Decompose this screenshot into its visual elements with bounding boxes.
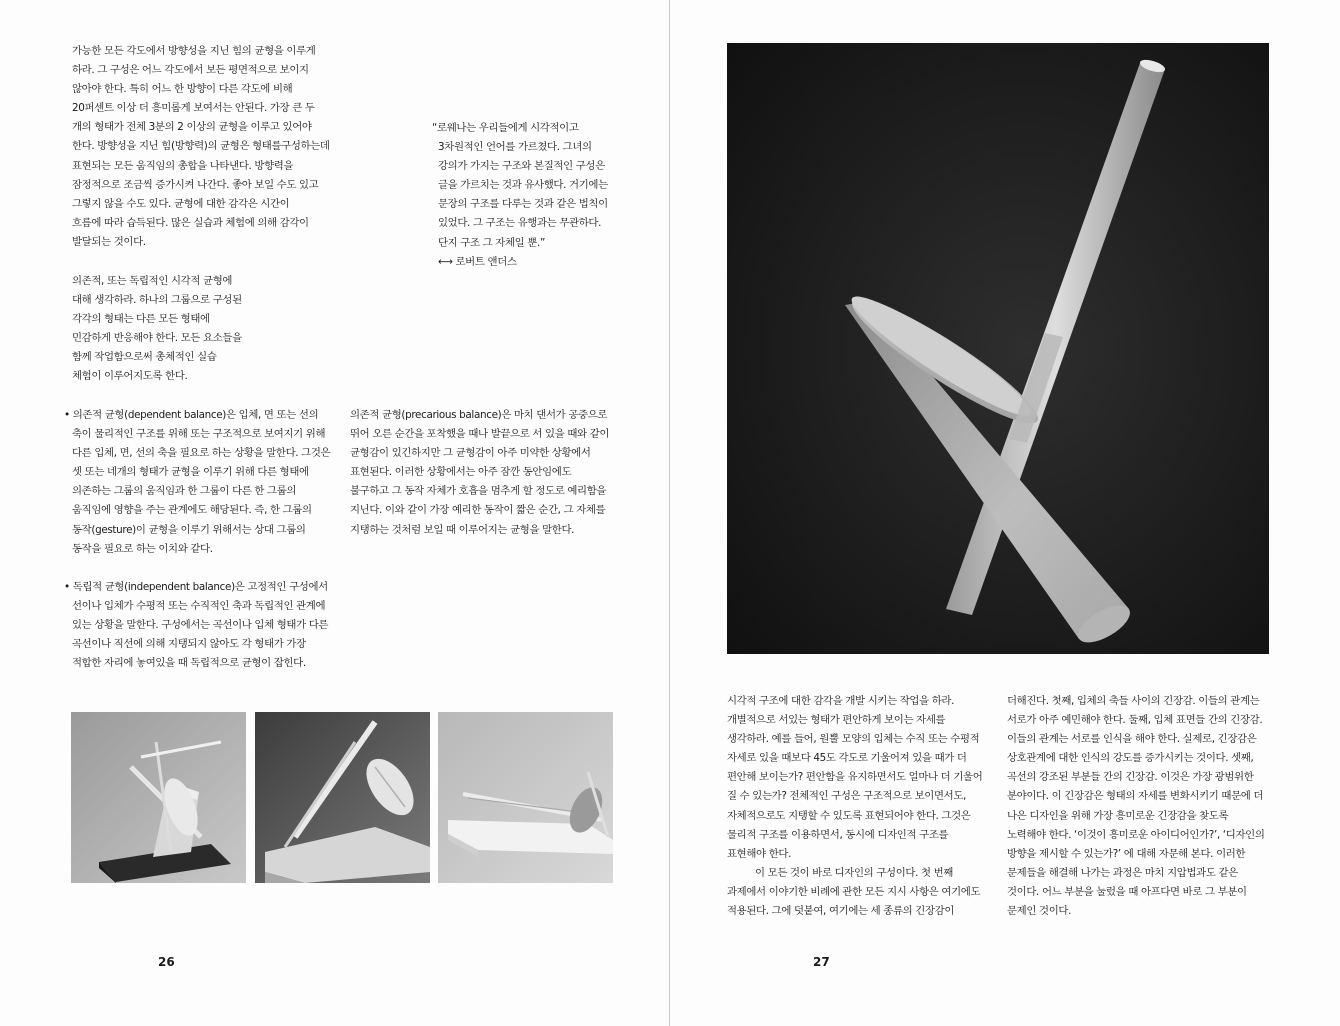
text-line: 다른 입체, 면, 선의 축을 필요로 하는 상황을 말한다. 그것은 [72,447,331,460]
page-number: 26 [158,955,175,969]
text-line: 생각하라. 예를 들어, 원뿔 모양의 입체는 수직 또는 수평적 [727,733,980,746]
text-line: 발달되는 것이다. [72,235,146,248]
text-line: 표현해야 한다. [727,847,792,860]
right-column-1 [727,692,982,921]
text-line: 셋 또는 네개의 형태가 균형을 이루기 위해 다른 형태에 [72,466,309,479]
text-line: 문제인 것이다. [1007,905,1072,918]
text-line: 시각적 구조에 대한 감각을 개발 시키는 작업을 하라. [727,695,955,707]
text-line: 의존하는 그룹의 움직임과 한 그룹이 다른 한 그룹의 [72,485,297,498]
text-line: 의존적 균형(precarious balance)은 마치 댄서가 공중으로 [350,409,608,421]
text-line: 그렇지 않을 수도 있다. 균형에 대한 감각은 시간이 [72,197,290,210]
page-number: 27 [813,955,830,969]
text-line: 한다. 방향성을 지닌 힘(방향력)의 균형은 형태를구성하는데 [72,140,330,153]
text-line: 표현되는 모든 움직임의 총합을 나타낸다. 방향력을 [72,159,294,172]
sculpture-main-photo [727,43,1269,654]
precarious-balance-paragraph [350,406,609,540]
text-line: 표현된다. 이러한 상황에서는 아주 잠깐 동안임에도 [350,466,572,479]
quote-line: 문장의 구조를 다루는 것과 같은 법칙이 [438,198,608,211]
quote-line: “로웨나는 우리들에게 시각적이고 [432,122,579,134]
sculpture-photo-1 [71,712,246,883]
text-line: 흐름에 따라 습득된다. 많은 실습과 체험에 의해 감각이 [72,216,309,229]
text-line: 자체적으로도 지탱할 수 있도록 표현되어야 한다. 그것은 [727,809,971,822]
quote-attribution: ⟷ 로버트 앤더스 [438,255,517,268]
text-line: 곡선의 강조된 부분들 간의 긴장감. 이것은 가장 광범위한 [1007,771,1254,784]
quote-line: 있었다. 그 구조는 유행과는 무관하다. [438,217,602,230]
text-line: 지닌다. 이와 같이 가장 예리한 동작이 짧은 순간, 그 자체를 [350,504,606,517]
text-line: 있는 상황을 말한다. 구성에서는 곡선이나 입체 형태가 다른 [72,619,329,632]
sculpture-photo-2 [255,712,430,883]
quote-line: 강의가 가지는 구조와 본질적인 구성은 [438,160,605,173]
text-line: 동작을 필요로 하는 이치와 같다. [72,542,213,555]
text-line: 뛰어 오른 순간을 포착했을 때나 발끝으로 서 있을 때와 같이 [350,428,610,441]
text-line: 지탱하는 것처럼 보일 때 이루어지는 균형을 말한다. [350,523,575,536]
text-line: 문제들을 해결해 나가는 과정은 마치 지압법과도 같은 [1007,866,1238,879]
text-line: 적합한 자리에 놓여있을 때 독립적으로 균형이 잡힌다. [72,657,306,670]
text-line: 질 수 있는가? 전체적인 구성은 구조적으로 보이면서도, [727,790,966,803]
text-line: • 독립적 균형(independent balance)은 고정적인 구성에서 [64,581,328,593]
text-line: 개의 형태가 전체 3분의 2 이상의 균형을 이루고 있어야 [72,121,312,134]
text-line: 체험이 이루어지도록 한다. [72,370,188,383]
dependent-balance-paragraph [64,406,330,559]
text-line: 노력해야 한다. ‘이것이 흥미로운 아이디어인가?’, ‘디자인의 [1007,828,1265,841]
independent-balance-paragraph [64,578,328,673]
text-line: 분야이다. 이 긴장감은 형태의 자세를 변화시키기 때문에 더 [1007,790,1264,803]
text-line: 것이다. 어느 부분을 눌렀을 때 아프다면 바로 그 부분이 [1007,885,1247,898]
text-line: 하라. 그 구성은 어느 각도에서 보든 평면적으로 보이지 [72,64,309,77]
quote-line: 단지 구조 그 자체일 뿐.” [438,236,545,249]
text-line: 개별적으로 서있는 형태가 편안하게 보이는 자세를 [727,714,946,727]
text-line: 않아야 한다. 특히 어느 한 방향이 다른 각도에 비해 [72,83,293,96]
text-line: 축이 물리적인 구조를 위해 또는 구조적으로 보여지기 위해 [72,428,326,441]
text-line: 움직임에 영향을 주는 관계에도 해당된다. 즉, 한 그룹의 [72,504,312,517]
text-line: 대해 생각하라. 하나의 그룹으로 구성된 [72,294,242,307]
text-line: 이들의 관계는 서로를 인식을 해야 한다. 실제로, 긴장감은 [1007,733,1257,746]
text-line: 선이나 입체가 수평적 또는 수직적인 축과 독립적인 관계에 [72,600,326,613]
sculpture-photo-3 [438,712,613,883]
text-line: 민감하게 반응해야 한다. 모든 요소들을 [72,332,242,345]
text-line: 20퍼센트 이상 더 흥미롭게 보여서는 안된다. 가장 큰 두 [72,102,315,115]
text-line: 불구하고 그 동작 자체가 호흡을 멈추게 할 정도로 예리함을 [350,485,607,498]
right-column-2 [1007,692,1265,921]
text-line: 상호관계에 대한 인식의 강도를 증가시키는 것이다. 셋째, [1007,752,1254,765]
text-line: 과제에서 이야기한 비례에 관한 모든 지시 사항은 여기에도 [727,885,981,898]
text-line: 의존적, 또는 독립적인 시각적 균형에 [72,275,233,287]
text-line: • 의존적 균형(dependent balance)은 입체, 면 또는 선의 [64,409,319,421]
text-line: 편안해 보이는가? 편안함을 유지하면서도 얼마나 더 기울어 [727,771,983,784]
text-line: 자세로 있을 때보다 45도 각도로 기울어져 있을 때가 더 [727,752,967,765]
text-line: 이 모든 것이 바로 디자인의 구성이다. 첫 번째 [755,866,953,879]
text-line: 동작(gesture)이 균형을 이루기 위해서는 상대 그룹의 [72,523,306,536]
quote-line: 글을 가르치는 것과 유사했다. 거기에는 [438,179,608,192]
text-line: 적용된다. 그에 덧붙여, 여기에는 세 종류의 긴장감이 [727,905,955,918]
text-line: 각각의 형태는 다른 모든 형태에 [72,313,210,326]
quote-line: 3차원적인 언어를 가르쳤다. 그녀의 [438,141,592,154]
text-line: 잠정적으로 조금씩 증가시켜 나간다. 좋아 보일 수도 있고 [72,178,319,191]
text-line: 가능한 모든 각도에서 방향성을 지닌 힘의 균형을 이루게 [72,45,316,57]
text-line: 균형감이 있긴하지만 그 균형감이 아주 미약한 상황에서 [350,447,591,460]
text-line: 물리적 구조를 이용하면서, 동시에 디자인적 구조를 [727,828,949,841]
balance-intro-paragraph [72,272,242,387]
text-line: 더해진다. 첫째, 입체의 축들 사이의 긴장감. 이들의 관계는 [1007,695,1260,707]
text-line: 서로가 아주 예민해야 한다. 둘째, 입체 표면들 간의 긴장감. [1007,714,1263,727]
text-line: 나은 디자인을 위해 가장 흥미로운 긴장감을 찾도록 [1007,809,1229,822]
text-line: 함께 작업함으로써 총체적인 실습 [72,351,217,364]
left-page [0,0,669,1026]
text-line: 방향을 제시할 수 있는가?’ 에 대해 자문해 본다. 이러한 [1007,847,1246,860]
pull-quote [432,119,608,272]
text-line: 곡선이나 직선에 의해 지탱되지 않아도 각 형태가 가장 [72,638,306,651]
intro-paragraph [72,42,330,252]
